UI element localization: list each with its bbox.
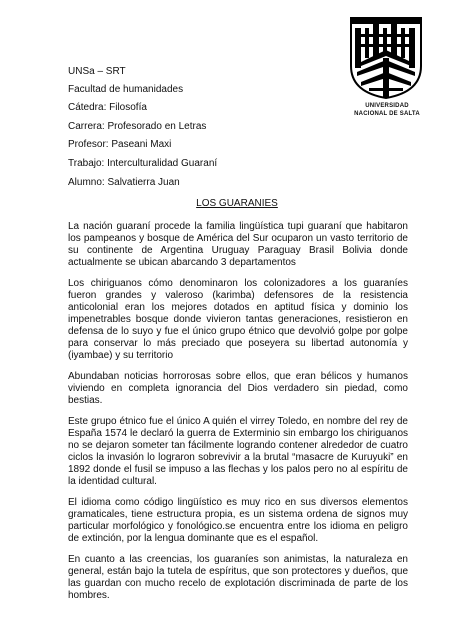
paragraph-5: El idioma como código lingüístico es muy rico en sus diversos elementos gramaticales, tiene estructura propia, es un sistema ordena de signos muy particular morfológico y fonológico.se encuentra entre los idioma en peligro de extinción, por la lengua dominante que es el español.: [68, 497, 408, 544]
student-line: Alumno: Salvatierra Juan: [68, 177, 180, 188]
faculty-line: Facultad de humanidades: [68, 84, 184, 95]
program-line: Carrera: Profesorado en Letras: [68, 121, 207, 132]
paragraph-4: Este grupo étnico fue el único A quién el virrey Toledo, en nombre del rey de España 1574 le declaró la guerra de Exterminio sin embargo los chiriguanos no se dejaron someter tan fácilmente logrando contener alrededor de cuatro ciclos la invasión lo lograron sobrevivir a la brutal “masacre de Kuruyuki” en 1892 donde el fusil se impuso a las flechas y los palos pero no al espíritu de la identidad cultural.: [68, 416, 408, 487]
paragraph-6: En cuanto a las creencias, los guaraníes son animistas, la naturaleza en general, están bajo la tutela de espíritus, que son protectores y dueños, que las guardan con mucho recelo de explotación discriminada de parte de los hombres.: [68, 554, 408, 601]
professor-line: Profesor: Paseani Maxi: [68, 139, 172, 150]
paragraph-2: Los chiriguanos cómo denominaron los colonizadores a los guaraníes fueron grandes y valeroso (karimba) defensores de la resistencia anticolonial eran los mejores dotados en aptitud física y dominio los impenetrables bosque donde vivieron tantas generaciones, resistieron en defensa de lo suyo y fue el único grupo étnico que devolvió golpe por golpe para conservar lo más preciado que poseyera su libertad autonomía y (iyambae) y su territorio: [68, 278, 408, 361]
university-seal-icon: [345, 14, 427, 100]
logo-caption-line1: UNIVERSIDAD: [365, 103, 409, 109]
document-title: LOS GUARANIES: [196, 198, 278, 209]
work-line: Trabajo: Interculturalidad Guaraní: [68, 158, 218, 169]
paragraph-3: Abundaban noticias horrorosas sobre ellos, que eran bélicos y humanos viviendo en completa ignorancia del Dios verdadero sin piedad, como bestias.: [68, 371, 408, 406]
document-body: [68, 221, 408, 611]
institution-line: UNSa – SRT: [68, 66, 126, 77]
chair-line: Cátedra: Filosofía: [68, 102, 147, 113]
logo-caption-line2: NACIONAL DE SALTA: [354, 111, 420, 117]
paragraph-1: La nación guaraní procede la familia lingüística tupi guaraní que habitaron los pampeanos y bosque de América del Sur ocuparon un vasto territorio de su continente de Argentina Uruguay Paraguay Brasil Bolivia donde actualmente se ubican abarcando 3 departamentos: [68, 221, 408, 268]
